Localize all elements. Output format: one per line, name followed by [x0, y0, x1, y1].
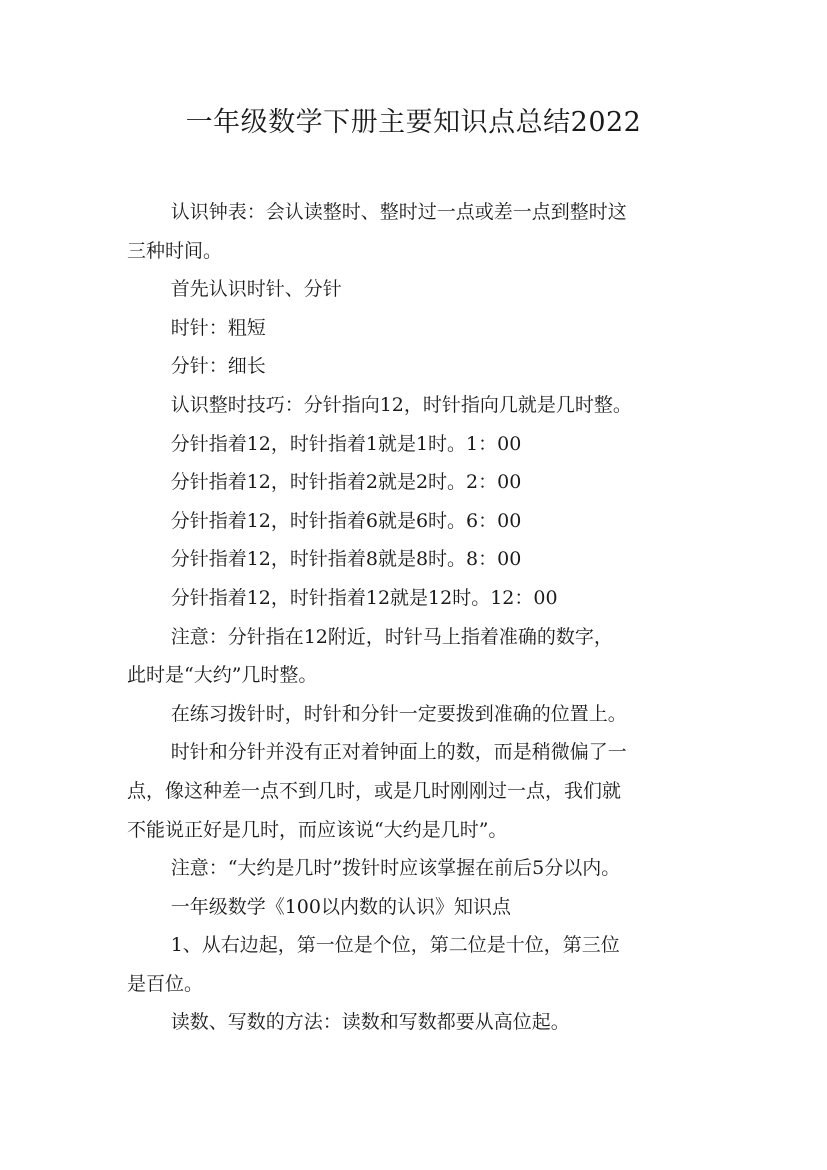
text-line: 注意：“大约是几时”拨针时应该掌握在前后5分以内。	[170, 857, 621, 880]
text-line: 分针指着12，时针指着2就是2时。2：00	[170, 471, 522, 494]
document-title: 一年级数学下册主要知识点总结2022	[185, 107, 642, 138]
paragraph-read-write	[127, 1003, 707, 1042]
paragraph-note-five-minutes	[127, 849, 707, 888]
paragraph-example-2	[127, 463, 707, 502]
text-line: 认识整时技巧：分针指向12，时针指向几就是几时整。	[170, 393, 632, 416]
paragraph-example-8	[127, 540, 707, 579]
text-line: 注意：分针指在12附近，时针马上指着准确的数字，	[170, 625, 613, 648]
text-line: 分针指着12，时针指着1就是1时。1：00	[170, 432, 522, 455]
paragraph-clock-intro	[127, 193, 707, 270]
text-line: 不能说正好是几时，而应该说“大约是几时”。	[127, 818, 508, 841]
text-line: 此时是“大约”几时整。	[127, 664, 318, 687]
paragraph-practice	[127, 695, 707, 734]
text-line: 分针指着12，时针指着6就是6时。6：00	[170, 509, 522, 532]
paragraph-example-6	[127, 502, 707, 541]
text-line: 1、从右边起，第一位是个位，第二位是十位，第三位	[170, 934, 620, 957]
paragraph-section-heading	[127, 888, 707, 927]
text-line: 分针指着12，时针指着12就是12时。12：00	[170, 586, 558, 609]
paragraph-hour-hand	[127, 309, 707, 348]
paragraph-example-12	[127, 579, 707, 618]
text-line: 时针：粗短	[170, 316, 266, 339]
text-line: 读数、写数的方法：读数和写数都要从高位起。	[170, 1011, 570, 1034]
text-line: 三种时间。	[127, 239, 223, 262]
paragraph-note-approx	[127, 618, 707, 695]
paragraph-whole-hour-tip	[127, 386, 707, 425]
text-line: 一年级数学《100以内数的认识》知识点	[170, 895, 511, 918]
text-line: 认识钟表：会认读整时、整时过一点或差一点到整时这	[170, 201, 627, 223]
text-line: 首先认识时针、分针	[170, 278, 342, 301]
text-line: 分针指着12，时针指着8就是8时。8：00	[170, 548, 522, 571]
paragraph-explanation	[127, 733, 707, 849]
document-body	[127, 193, 707, 1042]
paragraph-minute-hand	[127, 347, 707, 386]
text-line: 在练习拨针时，时针和分针一定要拨到准确的位置上。	[170, 702, 627, 725]
paragraph-hands	[127, 270, 707, 309]
text-line: 点，像这种差一点不到几时，或是几时刚刚过一点，我们就	[127, 779, 622, 802]
paragraph-example-1	[127, 425, 707, 464]
text-line: 是百位。	[127, 972, 204, 995]
text-line: 时针和分针并没有正对着钟面上的数，而是稍微偏了一	[170, 741, 627, 764]
paragraph-place-values	[127, 926, 707, 1003]
text-line: 分针：细长	[170, 355, 266, 378]
